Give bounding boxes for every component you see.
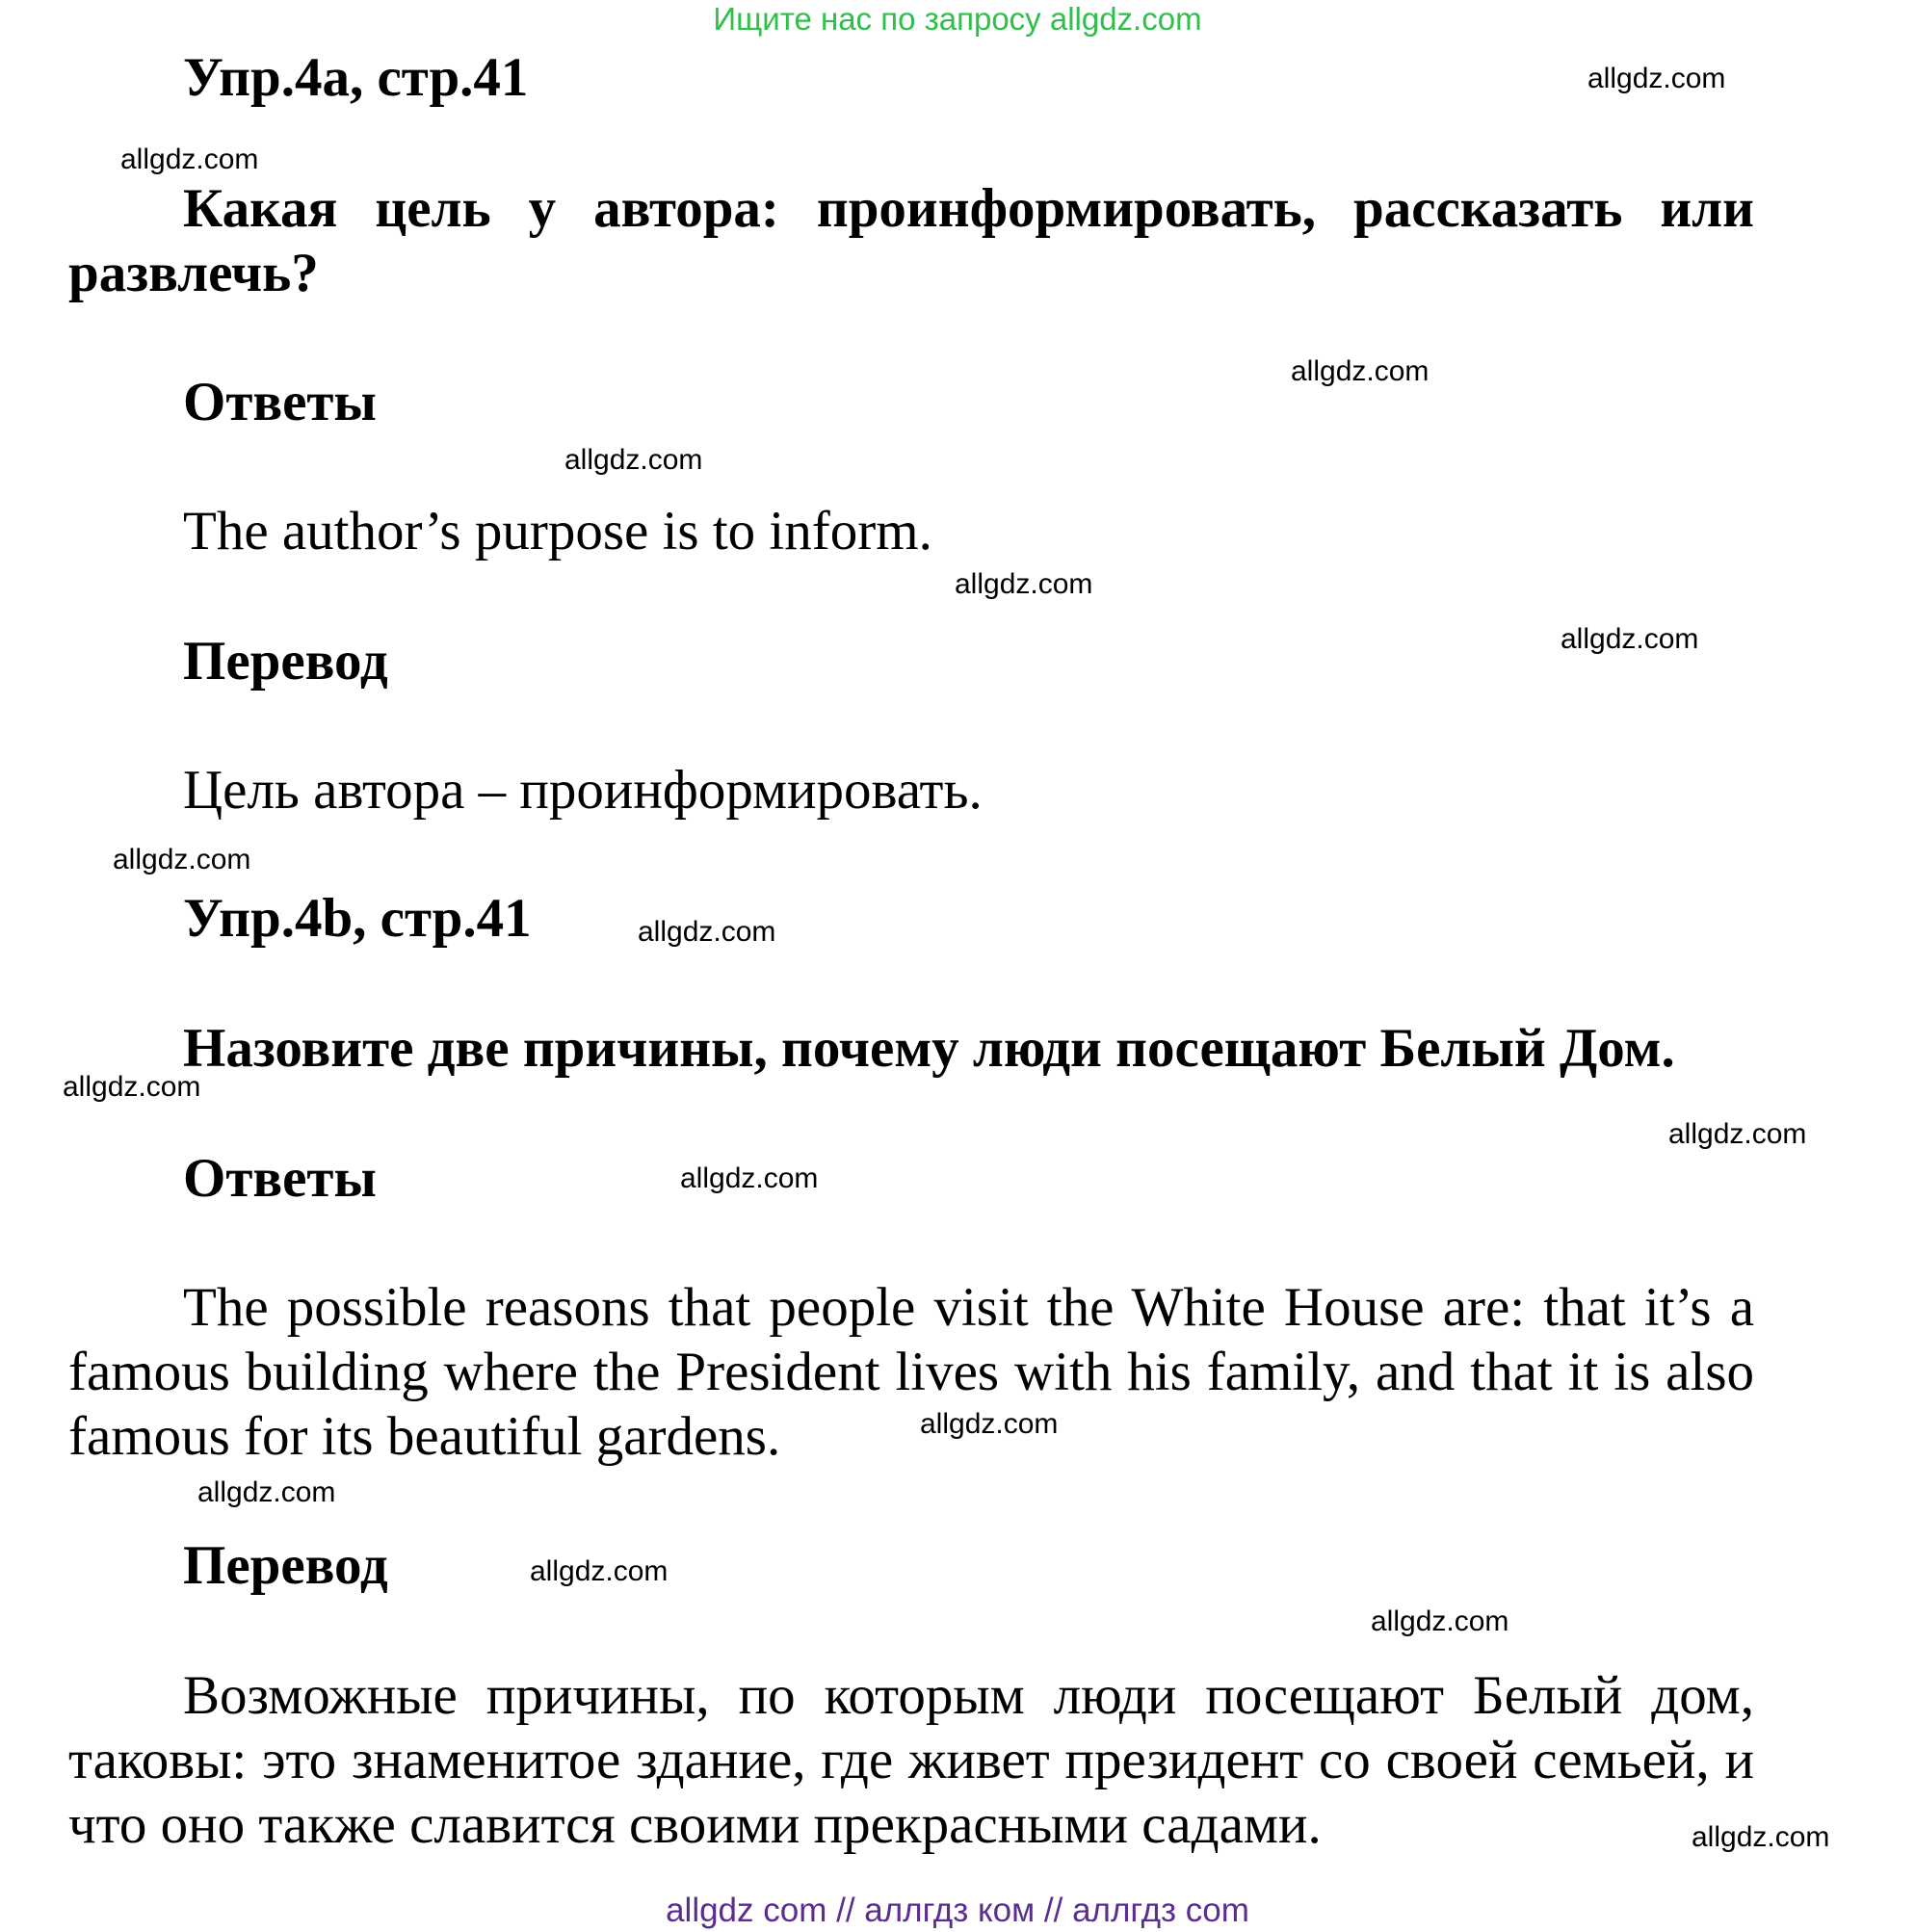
watermark: allgdz.com [920,1408,1059,1440]
exercise-4b-heading: Упр.4b, стр.41 [183,888,532,949]
exercise-4a-translation-label: Перевод [183,631,388,692]
footer-watermark: allgdz com // аллгдз ком // аллгдз com [666,1892,1249,1929]
watermark: allgdz.com [1561,623,1699,655]
watermark: allgdz.com [113,844,251,875]
exercise-4a-heading: Упр.4a, стр.41 [183,47,529,108]
exercise-4b-translation: Возможные причины, по которым люди посещают Белый дом, таковы: это знаменитое здание, где живет президент со своей семьей, и что оно также славится своими прекрасными садами. [68,1665,1754,1855]
watermark: allgdz.com [1587,63,1726,94]
watermark: allgdz.com [530,1555,669,1587]
watermark: allgdz.com [197,1476,336,1508]
exercise-4a-answers-label: Ответы [183,372,377,432]
exercise-4a-question: Какая цель у автора: проинформировать, рассказать или развлечь? [68,178,1754,303]
exercise-4b-question: Назовите две причины, почему люди посещают Белый Дом. [183,1018,1675,1079]
watermark: allgdz.com [1668,1118,1807,1150]
watermark: allgdz.com [1692,1821,1830,1853]
exercise-4b-translation-label: Перевод [183,1535,388,1596]
watermark: allgdz.com [1371,1606,1509,1637]
watermark: allgdz.com [1291,355,1430,387]
top-banner: Ищите нас по запросу allgdz.com [713,1,1202,37]
exercise-4b-answer: The possible reasons that people visit the White House are: that it’s a famous building where the President lives with his family, and that it is also famous for its beautiful gardens. [68,1277,1754,1467]
watermark: allgdz.com [955,568,1093,600]
watermark: allgdz.com [120,144,259,175]
exercise-4a-translation: Цель автора – проинформировать. [183,760,983,821]
watermark: allgdz.com [63,1071,201,1103]
watermark: allgdz.com [680,1162,819,1194]
exercise-4b-answers-label: Ответы [183,1148,377,1209]
watermark: allgdz.com [638,916,776,948]
watermark: allgdz.com [564,444,703,476]
exercise-4a-answer: The author’s purpose is to inform. [183,501,932,561]
